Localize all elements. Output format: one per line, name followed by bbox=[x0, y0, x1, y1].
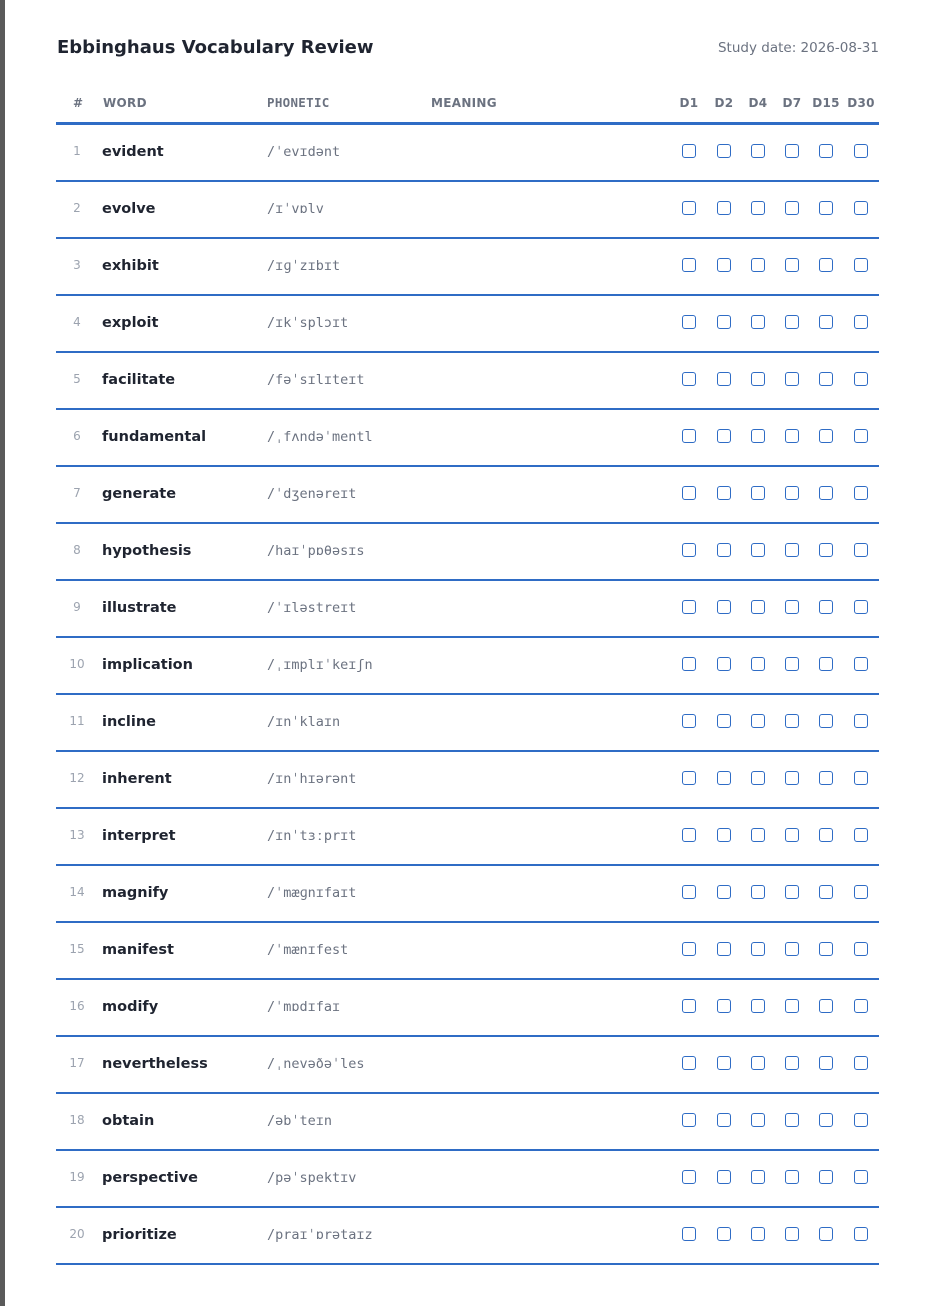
row-number: 16 bbox=[69, 999, 85, 1013]
phonetic-transcription: /ɪˈvɒlv bbox=[267, 201, 324, 217]
review-checkbox-d2[interactable] bbox=[717, 1227, 731, 1241]
column-header-meaning: MEANING bbox=[431, 96, 497, 110]
phonetic-transcription: /ɪnˈhɪərənt bbox=[267, 771, 357, 787]
vocab-word: hypothesis bbox=[102, 543, 192, 559]
review-checkbox-d2[interactable] bbox=[717, 885, 731, 899]
table-row bbox=[56, 125, 879, 182]
phonetic-transcription: /ɪkˈsplɔɪt bbox=[267, 315, 349, 331]
row-number: 5 bbox=[73, 372, 81, 386]
meaning-cell[interactable] bbox=[431, 1170, 661, 1188]
review-checkbox-d15[interactable] bbox=[819, 714, 833, 728]
review-checkbox-d4[interactable] bbox=[751, 144, 765, 158]
vocab-word: generate bbox=[102, 486, 177, 502]
review-checkbox-d1[interactable] bbox=[682, 144, 696, 158]
phonetic-transcription: /ˈevɪdənt bbox=[267, 144, 341, 160]
meaning-cell[interactable] bbox=[431, 372, 661, 390]
review-checkbox-d15[interactable] bbox=[819, 315, 833, 329]
review-checkbox-d4[interactable] bbox=[751, 258, 765, 272]
table-row bbox=[56, 1208, 879, 1265]
review-checkbox-d2[interactable] bbox=[717, 714, 731, 728]
row-number: 14 bbox=[69, 885, 85, 899]
meaning-cell[interactable] bbox=[431, 771, 661, 789]
review-checkbox-d7[interactable] bbox=[785, 942, 799, 956]
review-checkbox-d7[interactable] bbox=[785, 600, 799, 614]
row-number: 11 bbox=[69, 714, 85, 728]
review-checkbox-d15[interactable] bbox=[819, 372, 833, 386]
review-checkbox-d4[interactable] bbox=[751, 1113, 765, 1127]
review-checkbox-d7[interactable] bbox=[785, 1056, 799, 1070]
meaning-cell[interactable] bbox=[431, 144, 661, 162]
review-checkbox-d15[interactable] bbox=[819, 486, 833, 500]
column-header-day: D2 bbox=[714, 96, 734, 110]
meaning-cell[interactable] bbox=[431, 714, 661, 732]
vocab-word: exploit bbox=[102, 315, 159, 331]
review-checkbox-d1[interactable] bbox=[682, 315, 696, 329]
row-number: 7 bbox=[73, 486, 81, 500]
phonetic-transcription: /ɪnˈtɜːprɪt bbox=[267, 828, 357, 844]
review-checkbox-d4[interactable] bbox=[751, 429, 765, 443]
meaning-cell[interactable] bbox=[431, 1056, 661, 1074]
vocab-word: inherent bbox=[102, 771, 172, 787]
review-checkbox-d7[interactable] bbox=[785, 315, 799, 329]
vocab-word: exhibit bbox=[102, 258, 159, 274]
review-checkbox-d1[interactable] bbox=[682, 714, 696, 728]
meaning-cell[interactable] bbox=[431, 885, 661, 903]
row-number: 20 bbox=[69, 1227, 85, 1241]
vocab-word: prioritize bbox=[102, 1227, 177, 1243]
review-checkbox-d2[interactable] bbox=[717, 1056, 731, 1070]
table-row bbox=[56, 980, 879, 1037]
review-checkbox-d4[interactable] bbox=[751, 771, 765, 785]
meaning-cell[interactable] bbox=[431, 429, 661, 447]
meaning-cell[interactable] bbox=[431, 657, 661, 675]
column-header-day: D15 bbox=[812, 96, 840, 110]
row-number: 1 bbox=[73, 144, 81, 158]
review-checkbox-d7[interactable] bbox=[785, 714, 799, 728]
row-number: 10 bbox=[69, 657, 85, 671]
review-checkbox-d1[interactable] bbox=[682, 486, 696, 500]
row-number: 3 bbox=[73, 258, 81, 272]
page-title: Ebbinghaus Vocabulary Review bbox=[57, 37, 374, 58]
review-checkbox-d4[interactable] bbox=[751, 315, 765, 329]
review-checkbox-d7[interactable] bbox=[785, 828, 799, 842]
review-checkbox-d4[interactable] bbox=[751, 828, 765, 842]
review-checkbox-d15[interactable] bbox=[819, 1113, 833, 1127]
review-checkbox-d15[interactable] bbox=[819, 657, 833, 671]
phonetic-transcription: /fəˈsɪlɪteɪt bbox=[267, 372, 365, 388]
review-checkbox-d15[interactable] bbox=[819, 429, 833, 443]
vocab-word: illustrate bbox=[102, 600, 177, 616]
meaning-cell[interactable] bbox=[431, 543, 661, 561]
meaning-cell[interactable] bbox=[431, 201, 661, 219]
column-header-phonetic: PHONETIC bbox=[267, 95, 330, 110]
vocab-word: magnify bbox=[102, 885, 169, 901]
table-header bbox=[56, 86, 879, 125]
review-checkbox-d30[interactable] bbox=[854, 714, 868, 728]
vocab-word: facilitate bbox=[102, 372, 176, 388]
column-header-day: D4 bbox=[748, 96, 768, 110]
row-number: 18 bbox=[69, 1113, 85, 1127]
table-row bbox=[56, 1151, 879, 1208]
review-checkbox-d2[interactable] bbox=[717, 1113, 731, 1127]
meaning-cell[interactable] bbox=[431, 1227, 661, 1245]
review-checkbox-d30[interactable] bbox=[854, 258, 868, 272]
review-checkbox-d1[interactable] bbox=[682, 372, 696, 386]
review-checkbox-d1[interactable] bbox=[682, 885, 696, 899]
review-checkbox-d2[interactable] bbox=[717, 372, 731, 386]
vocab-word: nevertheless bbox=[102, 1056, 208, 1072]
review-checkbox-d30[interactable] bbox=[854, 315, 868, 329]
review-checkbox-d1[interactable] bbox=[682, 942, 696, 956]
review-checkbox-d30[interactable] bbox=[854, 942, 868, 956]
review-checkbox-d1[interactable] bbox=[682, 1227, 696, 1241]
meaning-cell[interactable] bbox=[431, 258, 661, 276]
table-row bbox=[56, 467, 879, 524]
phonetic-transcription: /haɪˈpɒθəsɪs bbox=[267, 543, 365, 559]
phonetic-transcription: /ɪnˈklaɪn bbox=[267, 714, 341, 730]
review-checkbox-d4[interactable] bbox=[751, 201, 765, 215]
review-checkbox-d15[interactable] bbox=[819, 771, 833, 785]
review-checkbox-d15[interactable] bbox=[819, 1170, 833, 1184]
phonetic-transcription: /ˈɪləstreɪt bbox=[267, 600, 357, 616]
table-row bbox=[56, 1094, 879, 1151]
review-checkbox-d2[interactable] bbox=[717, 999, 731, 1013]
study-date: Study date: 2026-08-31 bbox=[717, 40, 879, 56]
review-checkbox-d15[interactable] bbox=[819, 885, 833, 899]
column-header-word: WORD bbox=[103, 96, 147, 110]
row-number: 4 bbox=[73, 315, 81, 329]
review-checkbox-d30[interactable] bbox=[854, 372, 868, 386]
review-checkbox-d7[interactable] bbox=[785, 885, 799, 899]
phonetic-transcription: /ˌɪmplɪˈkeɪʃn bbox=[267, 657, 373, 673]
table-row bbox=[56, 524, 879, 581]
review-checkbox-d15[interactable] bbox=[819, 258, 833, 272]
page-header bbox=[57, 37, 879, 61]
window-edge bbox=[0, 0, 5, 1306]
table-row bbox=[56, 923, 879, 980]
vocabulary-table bbox=[56, 86, 879, 1265]
column-header-number: # bbox=[73, 96, 84, 110]
review-checkbox-d15[interactable] bbox=[819, 543, 833, 557]
phonetic-transcription: /əbˈteɪn bbox=[267, 1113, 333, 1129]
vocab-word: modify bbox=[102, 999, 159, 1015]
table-row bbox=[56, 410, 879, 467]
review-checkbox-d1[interactable] bbox=[682, 828, 696, 842]
review-checkbox-d4[interactable] bbox=[751, 1170, 765, 1184]
review-checkbox-d4[interactable] bbox=[751, 657, 765, 671]
review-checkbox-d30[interactable] bbox=[854, 1113, 868, 1127]
row-number: 2 bbox=[73, 201, 81, 215]
row-number: 19 bbox=[69, 1170, 85, 1184]
vocab-word: evolve bbox=[102, 201, 156, 217]
table-row bbox=[56, 353, 879, 410]
review-checkbox-d1[interactable] bbox=[682, 1170, 696, 1184]
review-checkbox-d7[interactable] bbox=[785, 999, 799, 1013]
review-checkbox-d15[interactable] bbox=[819, 942, 833, 956]
review-checkbox-d4[interactable] bbox=[751, 714, 765, 728]
row-number: 17 bbox=[69, 1056, 85, 1070]
meaning-cell[interactable] bbox=[431, 999, 661, 1017]
review-checkbox-d30[interactable] bbox=[854, 828, 868, 842]
review-checkbox-d15[interactable] bbox=[819, 999, 833, 1013]
review-checkbox-d15[interactable] bbox=[819, 600, 833, 614]
row-number: 15 bbox=[69, 942, 85, 956]
meaning-cell[interactable] bbox=[431, 600, 661, 618]
row-number: 6 bbox=[73, 429, 81, 443]
review-checkbox-d4[interactable] bbox=[751, 486, 765, 500]
phonetic-transcription: /ˌnevəðəˈles bbox=[267, 1056, 365, 1072]
review-checkbox-d15[interactable] bbox=[819, 1227, 833, 1241]
table-row bbox=[56, 1037, 879, 1094]
review-checkbox-d30[interactable] bbox=[854, 201, 868, 215]
phonetic-transcription: /ˌfʌndəˈmentl bbox=[267, 429, 373, 445]
review-checkbox-d30[interactable] bbox=[854, 657, 868, 671]
review-checkbox-d30[interactable] bbox=[854, 144, 868, 158]
review-checkbox-d2[interactable] bbox=[717, 258, 731, 272]
review-checkbox-d7[interactable] bbox=[785, 543, 799, 557]
table-row bbox=[56, 866, 879, 923]
phonetic-transcription: /ɪɡˈzɪbɪt bbox=[267, 258, 341, 274]
review-checkbox-d1[interactable] bbox=[682, 201, 696, 215]
review-checkbox-d4[interactable] bbox=[751, 999, 765, 1013]
column-header-day: D1 bbox=[679, 96, 699, 110]
review-checkbox-d15[interactable] bbox=[819, 1056, 833, 1070]
phonetic-transcription: /ˈmɒdɪfaɪ bbox=[267, 999, 341, 1015]
review-checkbox-d15[interactable] bbox=[819, 828, 833, 842]
review-checkbox-d4[interactable] bbox=[751, 600, 765, 614]
review-checkbox-d4[interactable] bbox=[751, 1056, 765, 1070]
review-checkbox-d1[interactable] bbox=[682, 258, 696, 272]
review-checkbox-d2[interactable] bbox=[717, 429, 731, 443]
meaning-cell[interactable] bbox=[431, 1113, 661, 1131]
vocab-word: evident bbox=[102, 144, 164, 160]
review-checkbox-d15[interactable] bbox=[819, 201, 833, 215]
review-checkbox-d7[interactable] bbox=[785, 1227, 799, 1241]
review-checkbox-d30[interactable] bbox=[854, 543, 868, 557]
review-checkbox-d7[interactable] bbox=[785, 201, 799, 215]
review-checkbox-d1[interactable] bbox=[682, 1056, 696, 1070]
review-checkbox-d2[interactable] bbox=[717, 600, 731, 614]
review-checkbox-d2[interactable] bbox=[717, 543, 731, 557]
table-row bbox=[56, 809, 879, 866]
phonetic-transcription: /pəˈspektɪv bbox=[267, 1170, 357, 1186]
review-checkbox-d1[interactable] bbox=[682, 771, 696, 785]
vocab-word: implication bbox=[102, 657, 193, 673]
table-row bbox=[56, 239, 879, 296]
vocab-word: incline bbox=[102, 714, 156, 730]
review-checkbox-d2[interactable] bbox=[717, 144, 731, 158]
review-checkbox-d7[interactable] bbox=[785, 1170, 799, 1184]
review-checkbox-d2[interactable] bbox=[717, 315, 731, 329]
review-checkbox-d2[interactable] bbox=[717, 486, 731, 500]
table-row bbox=[56, 581, 879, 638]
review-checkbox-d1[interactable] bbox=[682, 600, 696, 614]
review-checkbox-d7[interactable] bbox=[785, 258, 799, 272]
column-header-day: D30 bbox=[847, 96, 875, 110]
review-checkbox-d2[interactable] bbox=[717, 828, 731, 842]
review-checkbox-d2[interactable] bbox=[717, 942, 731, 956]
review-checkbox-d30[interactable] bbox=[854, 999, 868, 1013]
review-checkbox-d4[interactable] bbox=[751, 942, 765, 956]
meaning-cell[interactable] bbox=[431, 942, 661, 960]
meaning-cell[interactable] bbox=[431, 315, 661, 333]
review-checkbox-d30[interactable] bbox=[854, 1056, 868, 1070]
column-header-day: D7 bbox=[782, 96, 802, 110]
review-checkbox-d2[interactable] bbox=[717, 771, 731, 785]
table-row bbox=[56, 182, 879, 239]
review-checkbox-d2[interactable] bbox=[717, 657, 731, 671]
review-checkbox-d7[interactable] bbox=[785, 1113, 799, 1127]
table-row bbox=[56, 695, 879, 752]
review-checkbox-d30[interactable] bbox=[854, 486, 868, 500]
review-checkbox-d7[interactable] bbox=[785, 486, 799, 500]
table-row bbox=[56, 752, 879, 809]
phonetic-transcription: /ˈdʒenəreɪt bbox=[267, 486, 357, 502]
review-checkbox-d1[interactable] bbox=[682, 543, 696, 557]
phonetic-transcription: /ˈmæɡnɪfaɪt bbox=[267, 885, 357, 901]
phonetic-transcription: /ˈmænɪfest bbox=[267, 942, 349, 958]
review-checkbox-d1[interactable] bbox=[682, 429, 696, 443]
review-checkbox-d4[interactable] bbox=[751, 1227, 765, 1241]
review-checkbox-d4[interactable] bbox=[751, 372, 765, 386]
review-checkbox-d30[interactable] bbox=[854, 1227, 868, 1241]
review-checkbox-d2[interactable] bbox=[717, 1170, 731, 1184]
vocab-word: fundamental bbox=[102, 429, 207, 445]
review-checkbox-d7[interactable] bbox=[785, 771, 799, 785]
review-checkbox-d7[interactable] bbox=[785, 144, 799, 158]
row-number: 12 bbox=[69, 771, 85, 785]
row-number: 13 bbox=[69, 828, 85, 842]
vocab-word: manifest bbox=[102, 942, 174, 958]
meaning-cell[interactable] bbox=[431, 486, 661, 504]
row-number: 9 bbox=[73, 600, 81, 614]
review-checkbox-d30[interactable] bbox=[854, 429, 868, 443]
table-row bbox=[56, 296, 879, 353]
review-checkbox-d1[interactable] bbox=[682, 1113, 696, 1127]
vocab-word: obtain bbox=[102, 1113, 155, 1129]
review-checkbox-d15[interactable] bbox=[819, 144, 833, 158]
vocab-word: interpret bbox=[102, 828, 176, 844]
review-checkbox-d4[interactable] bbox=[751, 885, 765, 899]
review-checkbox-d1[interactable] bbox=[682, 999, 696, 1013]
review-checkbox-d30[interactable] bbox=[854, 885, 868, 899]
review-checkbox-d30[interactable] bbox=[854, 771, 868, 785]
review-checkbox-d4[interactable] bbox=[751, 543, 765, 557]
review-checkbox-d7[interactable] bbox=[785, 372, 799, 386]
review-checkbox-d30[interactable] bbox=[854, 600, 868, 614]
review-checkbox-d7[interactable] bbox=[785, 429, 799, 443]
meaning-cell[interactable] bbox=[431, 828, 661, 846]
review-checkbox-d2[interactable] bbox=[717, 201, 731, 215]
review-checkbox-d30[interactable] bbox=[854, 1170, 868, 1184]
review-checkbox-d1[interactable] bbox=[682, 657, 696, 671]
row-number: 8 bbox=[73, 543, 81, 557]
table-row bbox=[56, 638, 879, 695]
vocab-word: perspective bbox=[102, 1170, 198, 1186]
table-body bbox=[56, 125, 879, 1265]
phonetic-transcription: /praɪˈɒrətaɪz bbox=[267, 1227, 373, 1243]
review-checkbox-d7[interactable] bbox=[785, 657, 799, 671]
